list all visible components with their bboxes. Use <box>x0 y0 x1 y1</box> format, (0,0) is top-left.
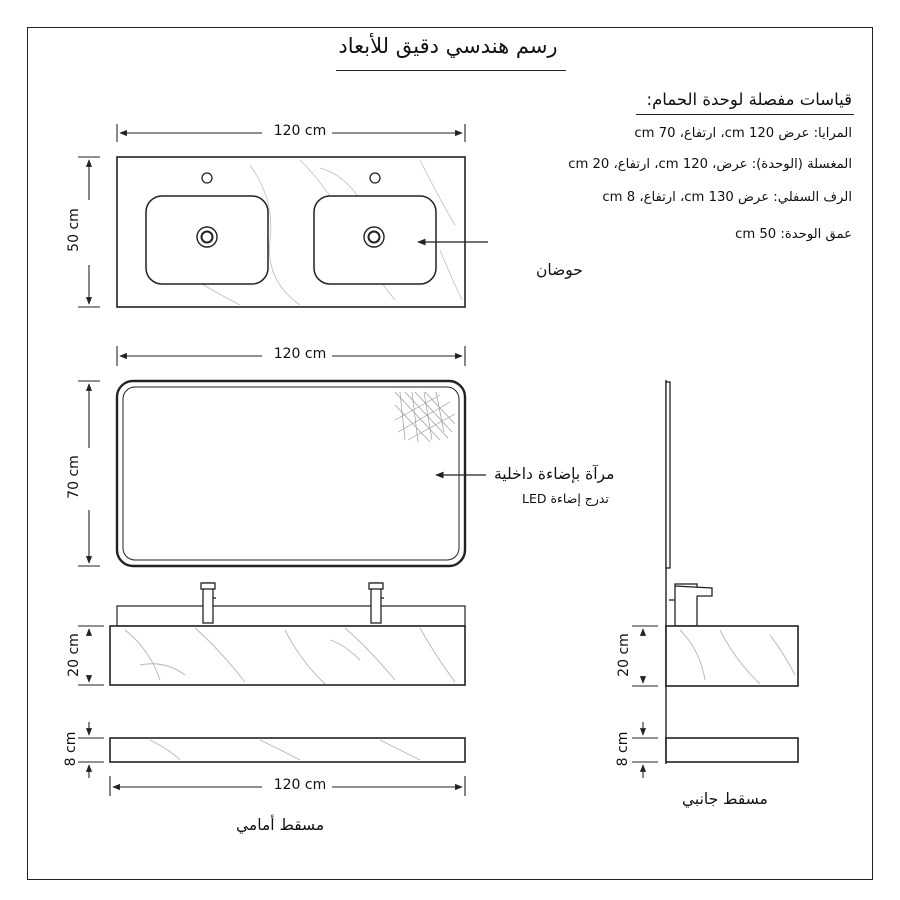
specs-heading-underline <box>636 114 854 115</box>
top-view <box>78 124 488 307</box>
front-view <box>78 583 465 796</box>
shelf-front <box>110 738 465 762</box>
side-shelf-height-label: 8 cm <box>615 731 631 767</box>
shelf-height-label: 8 cm <box>63 731 79 767</box>
tap-hole-left <box>202 173 212 183</box>
spec-vanity: المغسلة (الوحدة): عرض، 120 cm، ارتفاع، 20 cm <box>568 157 852 172</box>
vanity-height-label: 20 cm <box>66 633 82 677</box>
drawing-title: رسم هندسي دقيق للأبعاد <box>338 34 558 58</box>
drain-right <box>364 227 384 247</box>
front-width-label: 120 cm <box>273 777 327 793</box>
side-mirror <box>666 382 670 568</box>
mirror-sublabel: تدرج إضاءة LED <box>522 491 609 506</box>
drain-left <box>197 227 217 247</box>
countertop-lip <box>117 606 465 626</box>
side-shelf <box>666 738 798 762</box>
side-view <box>632 380 798 778</box>
tap-hole-right <box>370 173 380 183</box>
top-depth-label: 50 cm <box>66 208 82 252</box>
front-view-caption: مسقط أمامي <box>236 816 325 834</box>
spec-mirror: المرايا: عرض 120 cm، ارتفاع، 70 cm <box>634 126 852 141</box>
specs-heading: قياسات مفصلة لوحدة الحمام: <box>646 90 852 109</box>
side-shelf-height-dimension <box>632 722 658 778</box>
mirror-outer <box>117 381 465 566</box>
mirror-height-label: 70 cm <box>66 455 82 499</box>
top-width-label: 120 cm <box>273 123 327 139</box>
mirror-label: مرآة بإضاءة داخلية <box>494 465 615 483</box>
basins-label: حوضان <box>536 261 583 279</box>
side-faucet <box>669 584 712 626</box>
side-vanity-height-label: 20 cm <box>616 633 632 677</box>
side-view-caption: مسقط جانبي <box>682 790 768 808</box>
spec-shelf: الرف السفلي: عرض 130 cm، ارتفاع، 8 cm <box>602 190 852 205</box>
spec-depth: عمق الوحدة: 50 cm <box>735 227 852 242</box>
side-vanity <box>666 626 798 686</box>
shelf-height-dimension <box>78 722 104 778</box>
mirror-width-label: 120 cm <box>273 346 327 362</box>
mirror-view <box>78 346 486 566</box>
side-vanity-height-dimension <box>632 626 658 686</box>
title-underline <box>336 70 566 71</box>
